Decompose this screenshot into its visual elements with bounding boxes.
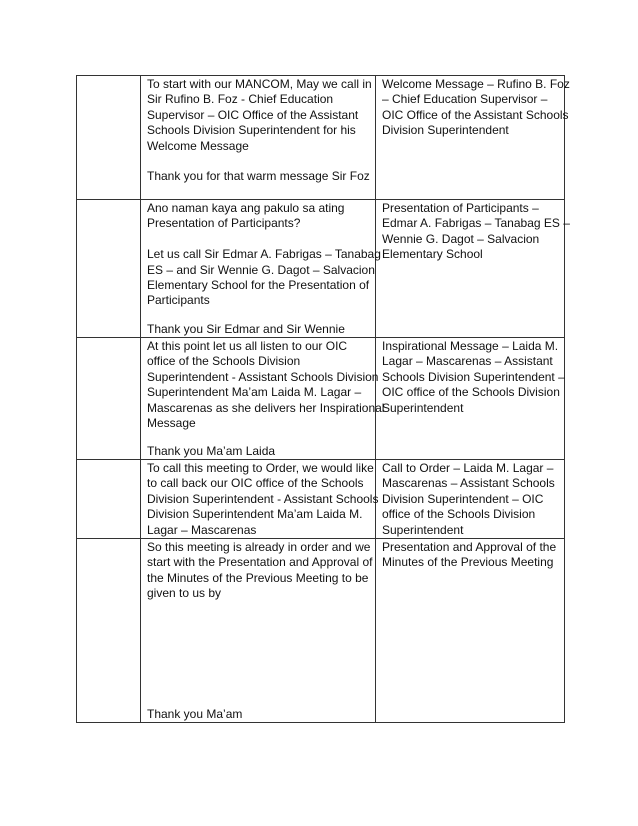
agenda-line: Mascarenas – Assistant Schools [382,476,555,491]
agenda-line: office of the Schools Division [382,507,536,522]
script-line: Mascarenas as she delivers her Inspirational [147,400,385,415]
table-row [77,338,565,460]
script-line: Presentation of Participants? [147,216,301,231]
table-row [77,539,565,723]
script-cell [141,460,379,539]
script-cell [141,200,381,338]
closing-line: Thank you for that warm message Sir Foz [147,169,370,184]
closing-line: Thank you Ma’am [147,706,243,721]
time-cell [77,200,141,338]
script-line: Supervisor – OIC Office of the Assistant [147,107,359,122]
script-cell [141,338,385,460]
agenda-cell [376,200,570,338]
agenda-cell [376,539,565,723]
agenda-line: OIC Office of the Assistant Schools [382,107,569,122]
script-line: Sir Rufino B. Foz - Chief Education [147,92,334,107]
agenda-line: Lagar – Mascarenas – Assistant [382,354,553,369]
script-line: So this meeting is already in order and we [147,540,371,555]
script-line: At this point let us all listen to our OIC [147,339,348,353]
script-cell [141,76,376,200]
script-line: ES – and Sir Wennie G. Dagot – Salvacion [147,262,375,277]
table-body [77,76,570,723]
script-line: Schools Division Superintendent for his [147,123,356,138]
script-line: Elementary School for the Presentation of [147,278,370,293]
agenda-line: – Chief Education Supervisor – [382,92,548,107]
script-line: the Minutes of the Previous Meeting to be [147,570,369,585]
script-line: To start with our MANCOM, May we call in [147,77,372,91]
agenda-line: Division Superintendent [382,123,509,138]
agenda-cell [376,338,565,460]
script-cell [141,539,376,723]
agenda-line: Superintendent [382,400,464,415]
time-cell [77,338,141,460]
agenda-cell [376,460,565,539]
agenda-line: Presentation and Approval of the [382,540,557,555]
script-line: Division Superintendent Ma’am Laida M. [147,507,363,522]
agenda-cell [376,76,570,200]
script-line: Superintendent Ma’am Laida M. Lagar – [147,385,362,400]
script-line: Welcome Message [147,138,249,153]
agenda-line: Schools Division Superintendent – [382,369,565,384]
script-line: given to us by [147,586,222,601]
script-line: Division Superintendent - Assistant Schools [147,491,379,506]
agenda-line: Presentation of Participants – [382,201,539,215]
agenda-line: Minutes of the Previous Meeting [382,555,554,570]
script-line: Message [147,416,196,431]
script-line: to call back our OIC office of the Schools [147,476,364,491]
agenda-line: Welcome Message – Rufino B. Foz [382,77,570,91]
time-cell [77,460,141,539]
closing-line: Thank you Sir Edmar and Sir Wennie [147,321,345,336]
agenda-line: Division Superintendent – OIC [382,491,544,506]
agenda-line: Inspirational Message – Laida M. [382,339,559,353]
agenda-line: Superintendent [382,522,464,537]
script-line: start with the Presentation and Approval of [147,555,373,570]
time-cell [77,539,141,723]
time-cell [77,76,141,200]
script-line: Let us call Sir Edmar A. Fabrigas – Tanabag [147,247,381,262]
agenda-line: OIC office of the Schools Division [382,385,560,400]
agenda-line: Wennie G. Dagot – Salvacion [382,231,540,246]
script-line: Ano naman kaya ang pakulo sa ating [147,201,345,215]
agenda-line: Edmar A. Fabrigas – Tanabag ES – [382,216,570,231]
table-row [77,200,565,338]
script-line: Participants [147,293,210,308]
agenda-line: Call to Order – Laida M. Lagar – [382,461,554,475]
script-line: Superintendent - Assistant Schools Division [147,369,379,384]
table-row [77,460,565,539]
script-line: To call this meeting to Order, we would like [147,461,374,475]
table-row [77,76,565,200]
agenda-line: Elementary School [382,247,483,262]
closing-line: Thank you Ma’am Laida [147,443,276,458]
script-line: office of the Schools Division [147,354,301,369]
script-line: Lagar – Mascarenas [147,522,257,537]
program-script-table [76,75,570,723]
